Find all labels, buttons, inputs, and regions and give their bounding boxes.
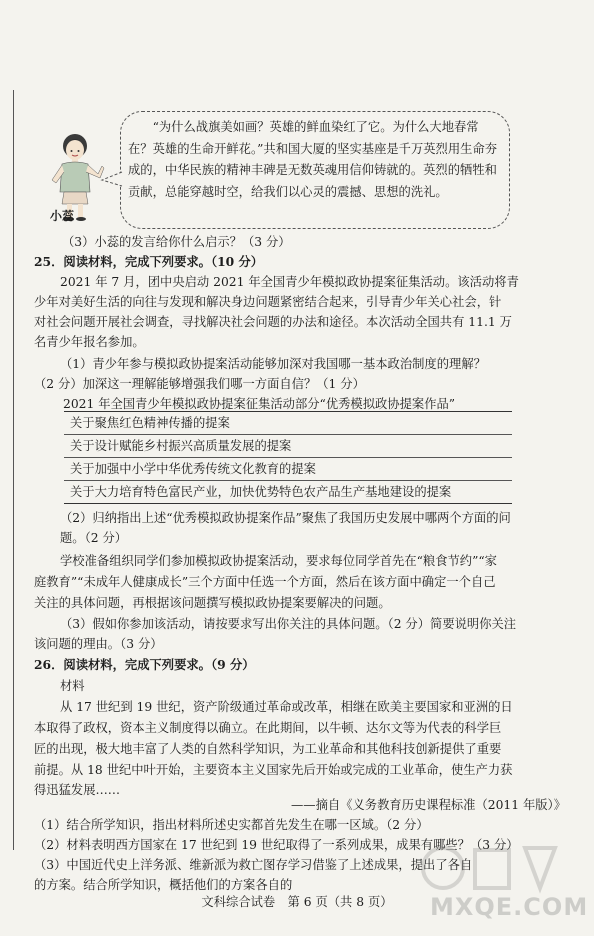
question-25-1-line2: （2 分）加深这一理解能够增强我们哪一方面自信？（1 分） <box>34 377 365 391</box>
watermark-text: MXQE.COM <box>430 893 589 921</box>
school-activity-line: 关注的具体问题，再根据该问题撰写模拟政协提案要解决的问题。 <box>34 596 391 610</box>
source-citation: ——摘自《义务教育历史课程标准（2011 年版）》 <box>291 798 566 812</box>
material-line: 对社会问题开展社会调查，寻找解决社会问题的办法和途径。本次活动全国共有 11.1 万 <box>34 315 512 329</box>
material-line: 2021 年 7 月，团中央启动 2021 年全国青少年模拟政协提案征集活动。该活动将青 <box>60 275 519 289</box>
binding-margin-line <box>13 90 14 850</box>
proposal-table <box>64 411 512 504</box>
question-26-3-line2: 的方案。结合所学知识，概括他们的方案各自的 <box>34 878 293 892</box>
material-line: 少年对美好生活的向往与发现和解决身边问题紧密结合起来，引导青少年关心社会，针 <box>34 295 502 309</box>
speaker-quote: “为什么战旗美如画？英雄的鲜血染红了它。为什么大地春常在？英雄的生命开鲜花。”共和国大厦的坚实基座是千万英烈用生命夯成的，中华民族的精神丰碑是无数英魂用信仰铸就的。英烈的牺牲和贡献，总能穿越时空，给我们以心灵的震撼、思想的洗礼。 <box>128 120 498 199</box>
question-25-3-line2: 该问题的理由。（3 分） <box>34 637 163 651</box>
table-row: 关于加强中小学中华优秀传统文化教育的提案 <box>64 458 512 481</box>
school-activity-line: 庭教育”“未成年人健康成长”三个方面中任选一个方面，然后在该方面中确定一个自己 <box>34 575 496 589</box>
question-26-1: （1）结合所学知识，指出材料所述史实都首先发生在哪一区域。（2 分） <box>34 818 429 832</box>
question-26-3-line1: （3）中国近代史上洋务派、维新派为救亡图存学习借鉴了上述成果，提出了各自 <box>34 858 473 872</box>
table-row: 关于设计赋能乡村振兴高质量发展的提案 <box>64 435 512 458</box>
speech-bubble-tail-icon <box>100 170 124 188</box>
speaker-name: 小蕊 <box>50 209 75 223</box>
question-24-3: （3）小蕊的发言给你什么启示？（3 分） <box>62 235 291 249</box>
question-26-2: （2）材料表明西方国家在 17 世纪到 19 世纪取得了一系列成果，成果有哪些？（3 分） <box>34 838 519 852</box>
material-line: 匠的出现，极大地丰富了人类的自然科学知识，为工业革命和其他科技创新提供了重要 <box>34 742 502 756</box>
material-line: 从 17 世纪到 19 世纪，资产阶级通过革命或改革，相继在欧美主要国家和亚洲的日 <box>60 700 513 714</box>
proposal-table-title: 2021 年全国青少年模拟政协提案征集活动部分“优秀模拟政协提案作品” <box>63 397 456 411</box>
question-25-material <box>34 272 564 352</box>
question-25-2-line1: （2）归纳指出上述“优秀模拟政协提案作品”聚焦了我国历史发展中哪两个方面的问 <box>60 511 511 525</box>
material-line: 本取得了政权，资本主义制度得以确立。在此期间，以牛顿、达尔文等为代表的科学巨 <box>34 721 502 735</box>
material-line: 得迅猛发展…… <box>34 783 121 797</box>
table-row: 关于大力培育特色富民产业，加快优势特色农产品生产基地建设的提案 <box>70 485 452 499</box>
question-25-1-line1: （1）青少年参与模拟政协提案活动能够加深对我国哪一基本政治制度的理解？ <box>60 357 486 371</box>
question-25-heading: 25．阅读材料，完成下列要求。（10 分） <box>34 254 264 269</box>
question-26-heading: 26．阅读材料，完成下列要求。（9 分） <box>34 657 255 672</box>
question-25-3-line1: （3）假如你参加该活动，请按要求写出你关注的具体问题。（2 分）简要说明你关注 <box>60 617 517 631</box>
question-25-2-line2: 题。（2 分） <box>60 531 128 545</box>
material-label: 材料 <box>60 679 85 693</box>
material-line: 前提。从 18 世纪中叶开始，主要资本主义国家先后开始或完成的工业革命，使生产力获 <box>34 763 513 777</box>
table-row: 关于聚焦红色精神传播的提案 <box>64 412 512 435</box>
school-activity-line: 学校准备组织同学们参加模拟政协提案活动，要求每位同学首先在“粮食节约”“家 <box>60 554 497 568</box>
material-line: 名青少年报名参加。 <box>34 335 145 349</box>
page-footer: 文科综合试卷 第 6 页（共 8 页） <box>201 895 393 909</box>
